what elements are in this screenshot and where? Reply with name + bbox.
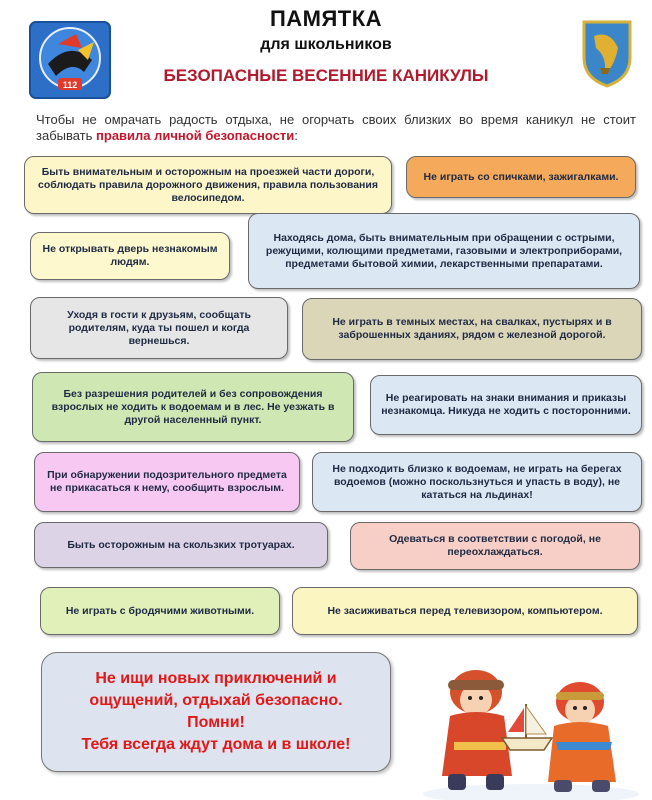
page-title: ПАМЯТКА (269, 6, 383, 31)
rule-card (40, 587, 280, 635)
rule-text: Не засиживаться перед телевизором, компьютером. (327, 604, 603, 617)
rule-text: При обнаружении подозрительного предмета не прикасаться к нему, сообщить взрослым. (47, 469, 287, 494)
rule-card (312, 452, 642, 512)
rule-text: Быть внимательным и осторожным на проезжей части дороги, соблюдать правила дорожного движения, правила пользования велосипедом. (38, 165, 378, 204)
rule-card (34, 522, 328, 568)
children-with-toy-boat-illustration (420, 646, 642, 800)
closing-line: Не ищи новых приключений и (95, 670, 337, 687)
rule-card (370, 375, 642, 435)
rule-card (292, 587, 638, 635)
rule-card (302, 298, 642, 360)
intro-paragraph (36, 112, 636, 144)
rule-text: Без разрешения родителей и без сопровождения взрослых не ходить к водоемам и в лес. Не уезжать в другой населенный пункт. (51, 387, 335, 426)
rule-card (248, 213, 640, 289)
page-headline: БЕЗОПАСНЫЕ ВЕСЕННИЕ КАНИКУЛЫ (163, 66, 489, 85)
closing-message (41, 652, 391, 772)
rule-text: Не играть с бродячими животными. (65, 604, 255, 617)
emergency-service-emblem-icon (28, 20, 112, 100)
rule-text: Уходя в гости к друзьям, сообщать родителям, куда ты пошел и когда вернешься. (67, 308, 251, 347)
rule-card (24, 156, 392, 214)
closing-line: Тебя всегда ждут дома и в школе! (81, 736, 351, 753)
rule-text: Быть осторожным на скользких тротуарах. (67, 538, 295, 551)
rule-text: Не открывать дверь незнакомым людям. (42, 243, 218, 268)
rule-text: Одеваться в соответствии с погодой, не переохлаждаться. (389, 533, 601, 558)
rule-card (30, 297, 288, 359)
rule-text: Находясь дома, быть внимательным при обращении с острыми, режущими, колющими предметами, газовыми и электроприборами, предметами бытовой химии, лекарственными препаратами. (265, 231, 623, 270)
rule-card (350, 522, 640, 570)
intro-highlight: правила личной безопасности (96, 128, 295, 143)
closing-line: Помни! (187, 714, 245, 731)
page-subtitle: для школьников (260, 36, 392, 53)
closing-line: ощущений, отдыхай безопасно. (89, 692, 343, 709)
rule-text: Не играть в темных местах, на свалках, пустырях и в заброшенных зданиях, рядом с железной дорогой. (332, 316, 612, 341)
rule-card (32, 372, 354, 442)
intro-text: Чтобы не омрачать радость отдыха, не огорчать своих близких во время каникул не стоит забывать (36, 112, 636, 143)
rule-card (34, 452, 300, 512)
rule-text: Не подходить близко к водоемам, не играть на берегах водоемов (можно поскользнуться и упасть в воду), не кататься на льдинах! (332, 462, 622, 501)
rule-card (406, 156, 636, 198)
rule-text: Не реагировать на знаки внимания и приказы незнакомца. Никуда не ходить с посторонними. (381, 392, 631, 417)
emblem-number: 112 (62, 80, 78, 90)
rule-card (30, 232, 230, 280)
rule-text: Не играть со спичками, зажигалками. (423, 170, 619, 183)
intro-end: : (294, 128, 298, 143)
